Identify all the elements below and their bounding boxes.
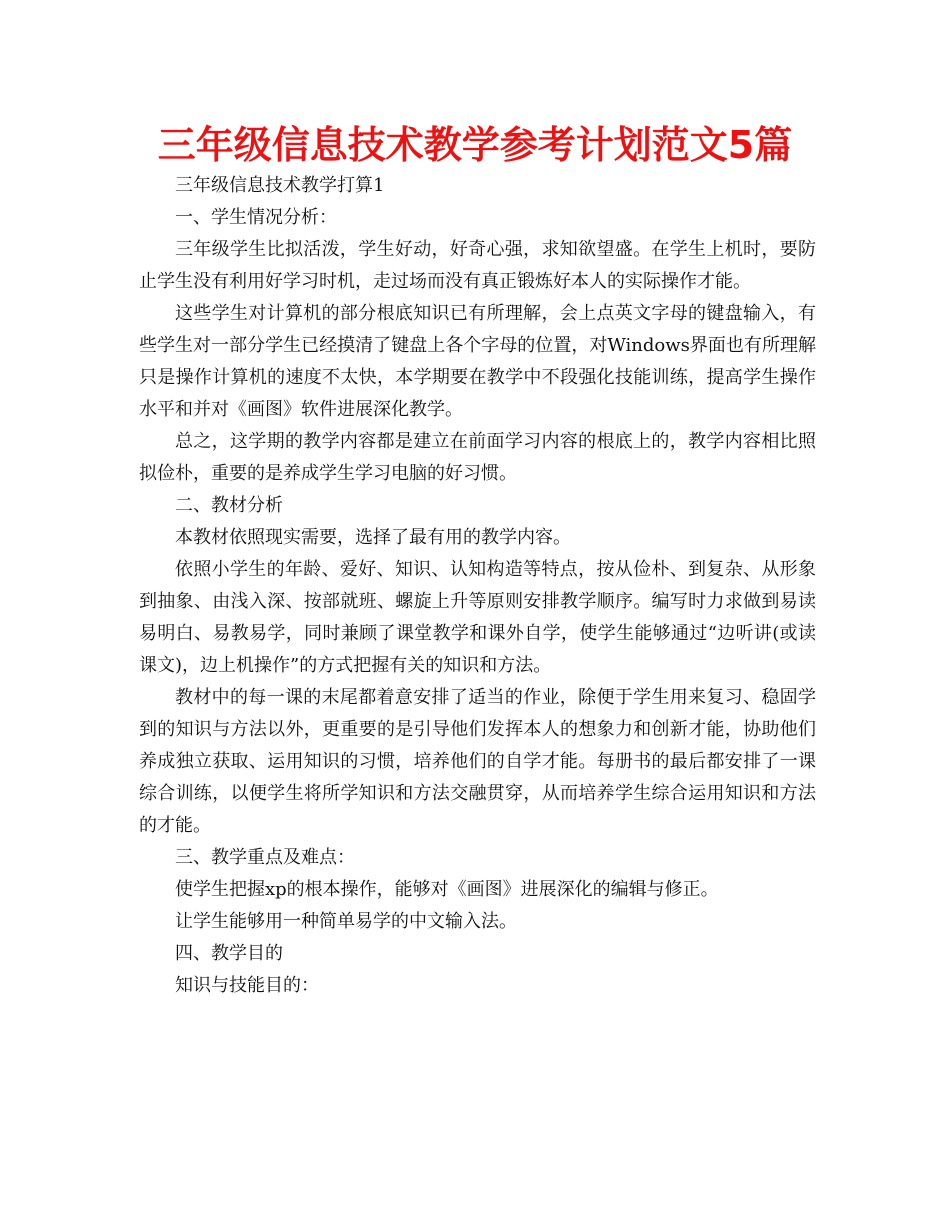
section-heading-textbook-analysis: 二、教材分析 xyxy=(175,495,283,516)
paragraph: 让学生能够用一种简单易学的中文输入法。 xyxy=(175,911,517,932)
paragraph: 三年级学生比拟活泼，学生好动，好奇心强，求知欲望盛。在学生上机时，要防止学生没有利用好学习时机，走过场而没有真正锻炼好本人的实际操作才能。 xyxy=(139,239,816,292)
paragraph: 使学生把握xp的根本操作，能够对《画图》进展深化的编辑与修正。 xyxy=(175,879,719,900)
document-title: 三年级信息技术教学参考计划范文5篇 xyxy=(157,123,793,167)
section-heading-plan-1: 三年级信息技术教学打算1 xyxy=(175,175,385,196)
paragraph: 教材中的每一课的末尾都着意安排了适当的作业，除便于学生用来复习、稳固学到的知识与方法以外，更重要的是引导他们发挥本人的想象力和创新才能，协助他们养成独立获取、运用知识的习惯，培养他们的自学才能。每册书的最后都安排了一课综合训练，以便学生将所学知识和方法交融贯穿，从而培养学生综合运用知识和方法的才能。 xyxy=(139,687,816,836)
paragraph: 依照小学生的年龄、爱好、知识、认知构造等特点，按从俭朴、到复杂、从形象到抽象、由浅入深、按部就班、螺旋上升等原则安排教学顺序。编写时力求做到易读易明白、易教易学，同时兼顾了课堂教学和课外自学，使学生能够通过“边听讲(或读课文)，边上机操作”的方式把握有关的知识和方法。 xyxy=(139,559,816,676)
paragraph: 知识与技能目的： xyxy=(175,975,319,996)
section-heading-student-analysis: 一、学生情况分析： xyxy=(175,207,337,228)
section-heading-teaching-goals: 四、教学目的 xyxy=(175,943,283,964)
paragraph: 总之，这学期的教学内容都是建立在前面学习内容的根底上的，教学内容相比照拟俭朴，重要的是养成学生学习电脑的好习惯。 xyxy=(139,431,816,484)
document-body xyxy=(139,170,816,1002)
section-heading-key-points: 三、教学重点及难点： xyxy=(175,847,355,868)
paragraph: 本教材依照现实需要，选择了最有用的教学内容。 xyxy=(175,527,571,548)
paragraph: 这些学生对计算机的部分根底知识已有所理解，会上点英文字母的键盘输入，有些学生对一部分学生已经摸清了键盘上各个字母的位置，对Windows界面也有所理解只是操作计算机的速度不太快，本学期要在教学中不段强化技能训练，提高学生操作水平和并对《画图》软件进展深化教学。 xyxy=(139,303,816,420)
